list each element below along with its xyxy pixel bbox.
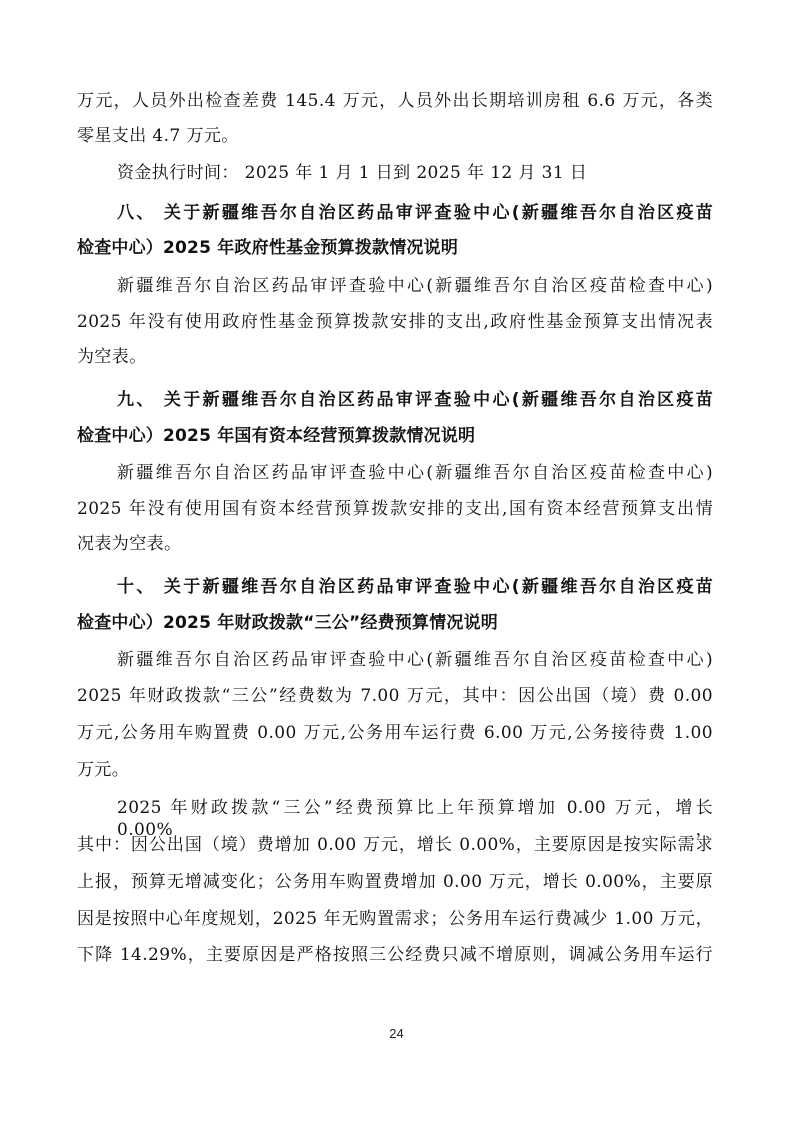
body-text-line: 零星支出 4.7 万元。 (77, 126, 239, 146)
section-heading-9: 九、 关于新疆维吾尔自治区药品审评查验中心(新疆维吾尔自治区疫苗 (117, 390, 713, 410)
body-text-line: 万元。 (77, 760, 130, 780)
page-number: 24 (389, 1026, 404, 1041)
body-text-line: 新疆维吾尔自治区药品审评查验中心(新疆维吾尔自治区疫苗检查中心) (117, 463, 713, 483)
section-heading-8-cont: 检查中心）2025 年政府性基金预算拨款情况说明 (77, 238, 459, 258)
section-heading-10-cont: 检查中心）2025 年财政拨款“三公”经费预算情况说明 (77, 613, 498, 633)
funding-period-line: 资金执行时间： 2025 年 1 月 1 日到 2025 年 12 月 31 日 (117, 163, 588, 183)
body-text-line: 新疆维吾尔自治区药品审评查验中心(新疆维吾尔自治区疫苗检查中心) (117, 276, 713, 296)
section-heading-9-cont: 检查中心）2025 年国有资本经营预算拨款情况说明 (77, 426, 476, 446)
body-text-line: 因是按照中心年度规划，2025 年无购置需求；公务用车运行费减少 1.00 万元， (77, 909, 713, 929)
body-text-line: 新疆维吾尔自治区药品审评查验中心(新疆维吾尔自治区疫苗检查中心) (117, 650, 713, 670)
section-heading-10: 十、 关于新疆维吾尔自治区药品审评查验中心(新疆维吾尔自治区疫苗 (117, 577, 713, 597)
body-text-line: 况表为空表。 (77, 534, 182, 554)
body-text-line: 2025 年没有使用政府性基金预算拨款安排的支出,政府性基金预算支出情况表 (77, 312, 713, 332)
body-text-line: 下降 14.29%，主要原因是严格按照三公经费只减不增原则，调减公务用车运行 (77, 945, 713, 965)
section-heading-8: 八、 关于新疆维吾尔自治区药品审评查验中心(新疆维吾尔自治区疫苗 (117, 203, 713, 223)
body-text-line: 万元,公务用车购置费 0.00 万元,公务用车运行费 6.00 万元,公务接待费 1.00 (77, 723, 713, 743)
body-text-line: 2025 年财政拨款“三公”经费数为 7.00 万元，其中：因公出国（境）费 0.00 (77, 686, 713, 706)
body-text-line: 万元，人员外出检查差费 145.4 万元，人员外出长期培训房租 6.6 万元，各类 (77, 91, 713, 111)
body-text-line: 为空表。 (77, 347, 147, 367)
body-text-line: 2025 年没有使用国有资本经营预算拨款安排的支出,国有资本经营预算支出情 (77, 499, 713, 519)
body-text-line: 上报，预算无增减变化；公务用车购置费增加 0.00 万元，增长 0.00%，主要原 (77, 872, 713, 892)
body-text-line: 2025 年财政拨款“三公”经费预算比上年预算增加 0.00 万元，增长 0.00%， (117, 798, 713, 840)
body-text-line: 其中：因公出国（境）费增加 0.00 万元，增长 0.00%，主要原因是按实际需求 (77, 835, 713, 855)
